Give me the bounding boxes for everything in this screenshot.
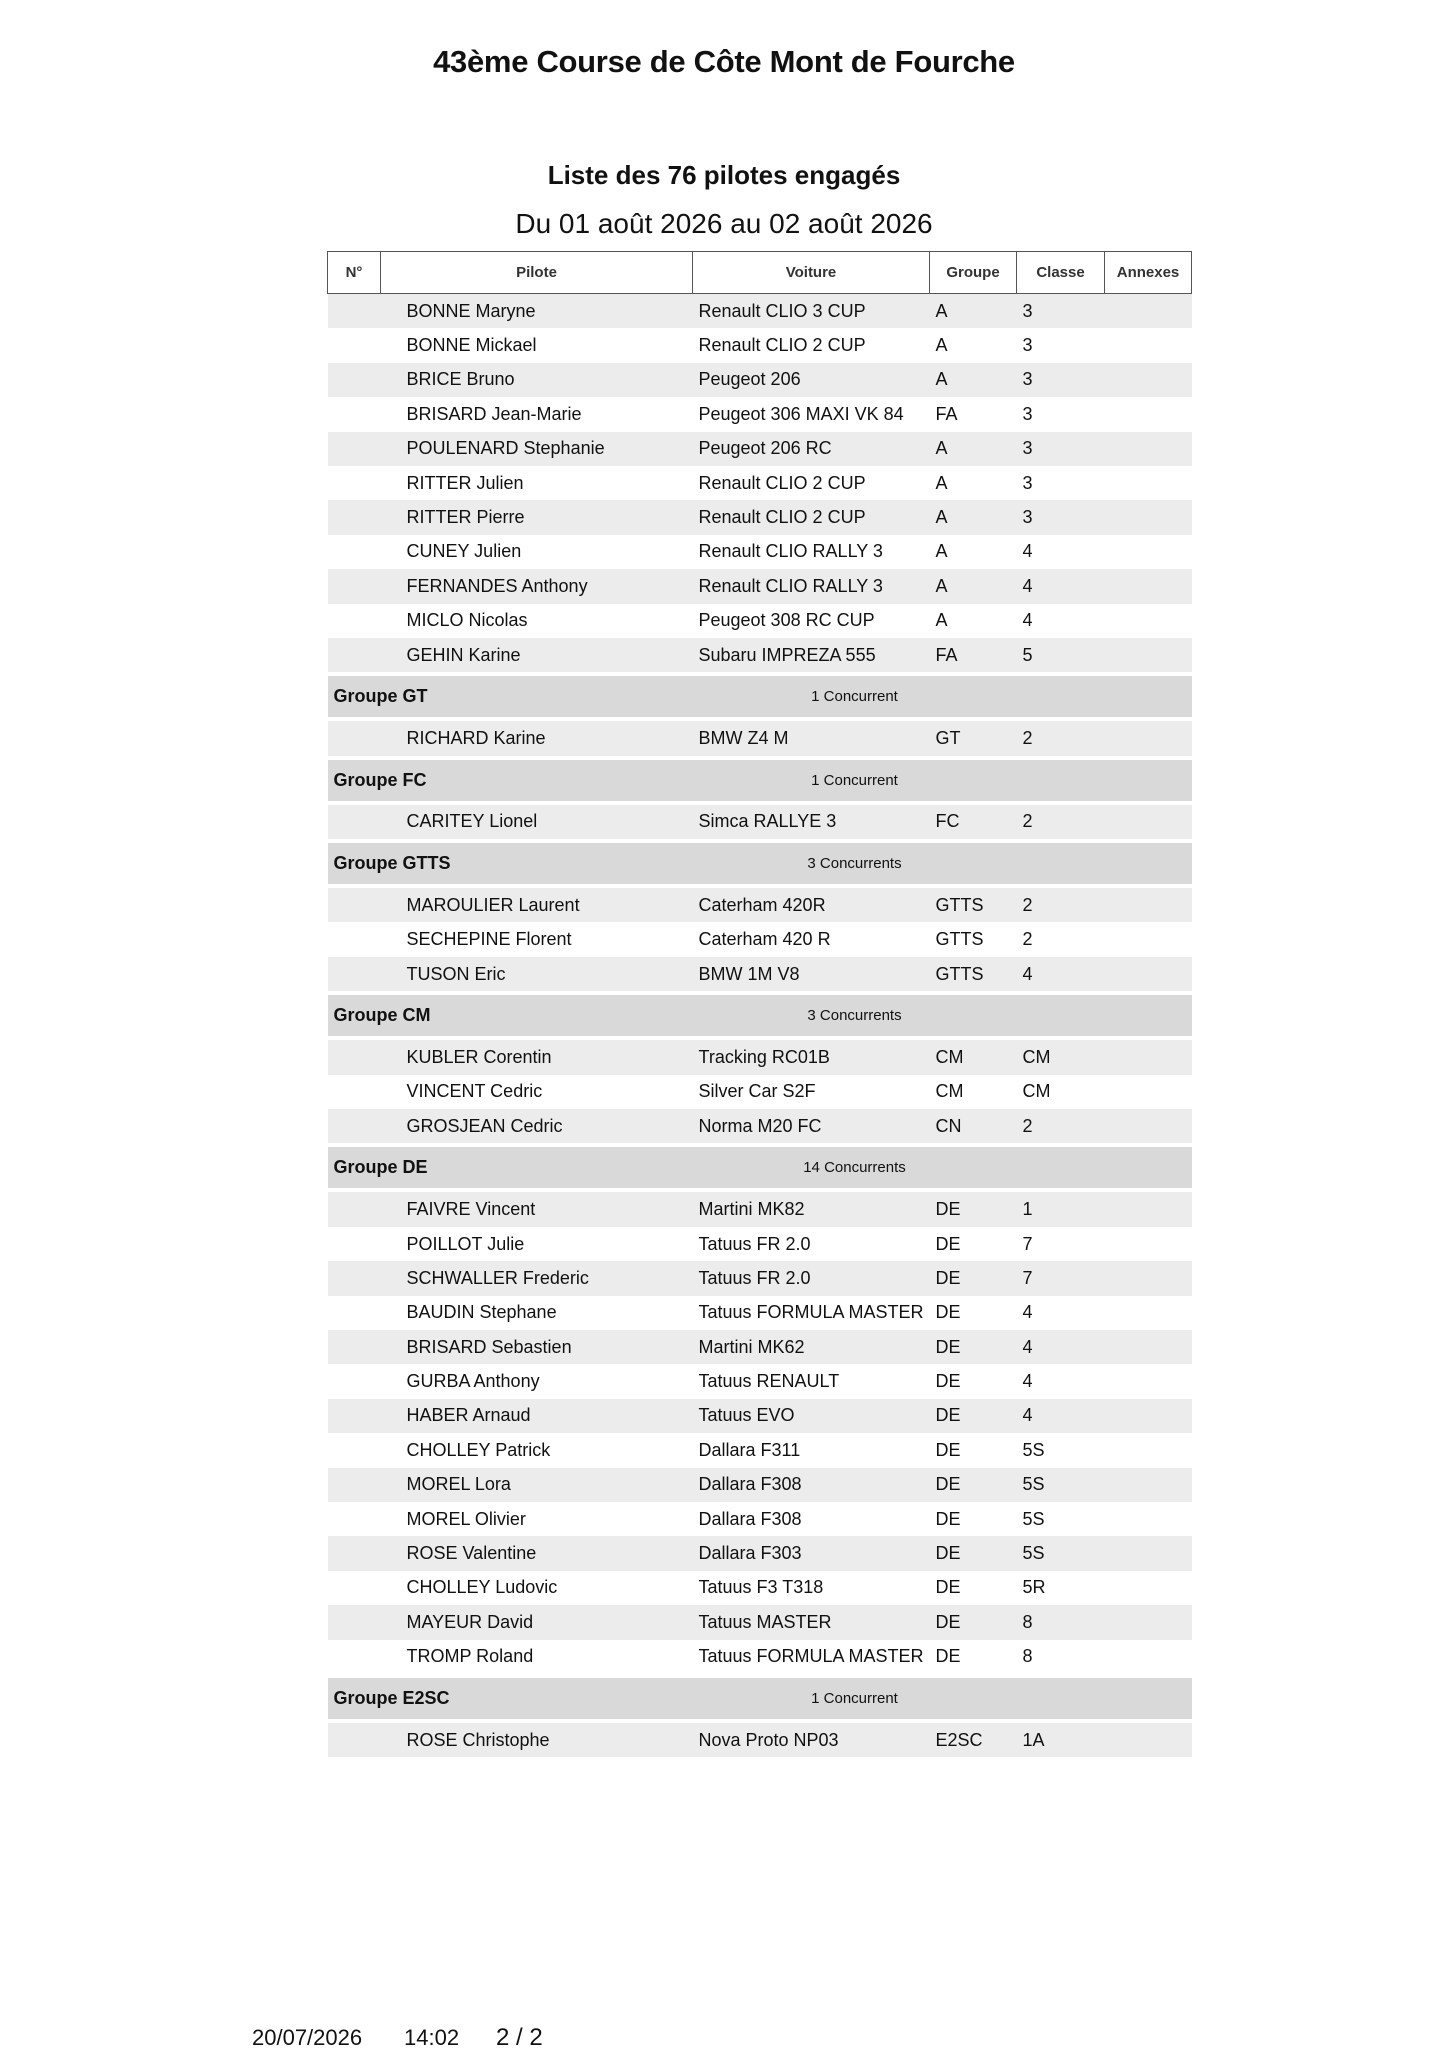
- cell-pilote: KUBLER Corentin: [381, 1040, 693, 1074]
- table-row: [328, 638, 1192, 672]
- cell-annexes: [1105, 1227, 1192, 1261]
- cell-pilote: GEHIN Karine: [381, 638, 693, 672]
- table-row: [328, 721, 1192, 755]
- cell-groupe: DE: [930, 1227, 1017, 1261]
- table-row: [328, 466, 1192, 500]
- cell-number: [328, 922, 381, 956]
- cell-voiture: Renault CLIO RALLY 3: [693, 569, 930, 603]
- cell-groupe: A: [930, 432, 1017, 466]
- cell-number: [328, 397, 381, 431]
- cell-annexes: [1105, 1109, 1192, 1143]
- cell-classe: 5S: [1017, 1536, 1105, 1570]
- table-row: [328, 569, 1192, 603]
- cell-classe: 4: [1017, 604, 1105, 638]
- cell-classe: 7: [1017, 1227, 1105, 1261]
- cell-groupe: FC: [930, 805, 1017, 839]
- cell-pilote: VINCENT Cedric: [381, 1075, 693, 1109]
- cell-voiture: Nova Proto NP03: [693, 1723, 930, 1757]
- table-row: [328, 432, 1192, 466]
- cell-annexes: [1105, 569, 1192, 603]
- column-header-annexes: Annexes: [1105, 252, 1192, 294]
- table-row: [328, 328, 1192, 362]
- cell-voiture: Martini MK82: [693, 1192, 930, 1226]
- cell-classe: 3: [1017, 466, 1105, 500]
- cell-pilote: BONNE Mickael: [381, 328, 693, 362]
- cell-annexes: [1105, 1468, 1192, 1502]
- table-row: [328, 922, 1192, 956]
- cell-pilote: MOREL Lora: [381, 1468, 693, 1502]
- cell-groupe: DE: [930, 1433, 1017, 1467]
- cell-groupe: A: [930, 535, 1017, 569]
- cell-pilote: SECHEPINE Florent: [381, 922, 693, 956]
- cell-voiture: Renault CLIO 2 CUP: [693, 500, 930, 534]
- cell-pilote: MOREL Olivier: [381, 1502, 693, 1536]
- cell-voiture: Martini MK62: [693, 1330, 930, 1364]
- cell-voiture: Renault CLIO 3 CUP: [693, 294, 930, 329]
- cell-number: [328, 1571, 381, 1605]
- cell-groupe: A: [930, 294, 1017, 329]
- cell-number: [328, 1399, 381, 1433]
- cell-classe: 1A: [1017, 1723, 1105, 1757]
- cell-groupe: DE: [930, 1502, 1017, 1536]
- group-count: 1 Concurrent: [693, 760, 1017, 801]
- group-count: 14 Concurrents: [693, 1147, 1017, 1188]
- cell-pilote: TROMP Roland: [381, 1640, 693, 1674]
- cell-groupe: A: [930, 500, 1017, 534]
- cell-groupe: CN: [930, 1109, 1017, 1143]
- cell-voiture: Tatuus FR 2.0: [693, 1261, 930, 1295]
- cell-classe: 3: [1017, 328, 1105, 362]
- cell-pilote: BRICE Bruno: [381, 363, 693, 397]
- cell-annexes: [1105, 604, 1192, 638]
- cell-groupe: DE: [930, 1364, 1017, 1398]
- cell-voiture: Tatuus EVO: [693, 1399, 930, 1433]
- cell-number: [328, 1536, 381, 1570]
- cell-voiture: Tatuus FORMULA MASTER: [693, 1640, 930, 1674]
- group-count: 1 Concurrent: [693, 676, 1017, 717]
- cell-voiture: Simca RALLYE 3: [693, 805, 930, 839]
- cell-pilote: MAYEUR David: [381, 1605, 693, 1639]
- cell-classe: 1: [1017, 1192, 1105, 1226]
- cell-number: [328, 805, 381, 839]
- cell-annexes: [1105, 922, 1192, 956]
- cell-groupe: DE: [930, 1536, 1017, 1570]
- cell-groupe: GT: [930, 721, 1017, 755]
- group-filler: [1017, 1147, 1192, 1188]
- cell-number: [328, 466, 381, 500]
- table-row: [328, 1040, 1192, 1074]
- cell-classe: 3: [1017, 432, 1105, 466]
- cell-groupe: GTTS: [930, 888, 1017, 922]
- cell-voiture: BMW 1M V8: [693, 957, 930, 991]
- cell-annexes: [1105, 1605, 1192, 1639]
- cell-classe: 4: [1017, 1330, 1105, 1364]
- cell-number: [328, 888, 381, 922]
- cell-annexes: [1105, 294, 1192, 329]
- cell-groupe: A: [930, 569, 1017, 603]
- date-range: Du 01 août 2026 au 02 août 2026: [515, 208, 933, 239]
- group-header-row: [328, 760, 1192, 801]
- cell-pilote: MAROULIER Laurent: [381, 888, 693, 922]
- cell-classe: 4: [1017, 1364, 1105, 1398]
- cell-classe: 4: [1017, 957, 1105, 991]
- cell-number: [328, 1075, 381, 1109]
- group-filler: [1017, 676, 1192, 717]
- cell-annexes: [1105, 328, 1192, 362]
- table-row: [328, 1192, 1192, 1226]
- cell-annexes: [1105, 1040, 1192, 1074]
- cell-groupe: CM: [930, 1075, 1017, 1109]
- cell-number: [328, 500, 381, 534]
- table-row: [328, 1640, 1192, 1674]
- cell-voiture: Dallara F308: [693, 1502, 930, 1536]
- cell-annexes: [1105, 1723, 1192, 1757]
- group-filler: [1017, 1678, 1192, 1719]
- cell-groupe: DE: [930, 1571, 1017, 1605]
- cell-groupe: E2SC: [930, 1723, 1017, 1757]
- table-row: [328, 1109, 1192, 1143]
- cell-annexes: [1105, 363, 1192, 397]
- table-row: [328, 805, 1192, 839]
- cell-classe: 5R: [1017, 1571, 1105, 1605]
- cell-pilote: RITTER Pierre: [381, 500, 693, 534]
- document-title: 43ème Course de Côte Mont de Fourche: [433, 44, 1015, 79]
- cell-annexes: [1105, 466, 1192, 500]
- cell-number: [328, 1502, 381, 1536]
- table-row: [328, 1261, 1192, 1295]
- group-header-row: [328, 1147, 1192, 1188]
- cell-annexes: [1105, 721, 1192, 755]
- cell-classe: 3: [1017, 363, 1105, 397]
- group-name: Groupe DE: [328, 1147, 693, 1188]
- cell-classe: 3: [1017, 500, 1105, 534]
- cell-groupe: DE: [930, 1605, 1017, 1639]
- cell-number: [328, 294, 381, 329]
- column-header-pilote: Pilote: [381, 252, 693, 294]
- cell-pilote: CARITEY Lionel: [381, 805, 693, 839]
- cell-groupe: DE: [930, 1296, 1017, 1330]
- cell-number: [328, 604, 381, 638]
- cell-number: [328, 1640, 381, 1674]
- cell-number: [328, 535, 381, 569]
- cell-classe: 7: [1017, 1261, 1105, 1295]
- table-row: [328, 1723, 1192, 1757]
- cell-groupe: FA: [930, 638, 1017, 672]
- cell-annexes: [1105, 1399, 1192, 1433]
- print-date: 20/07/2026: [252, 2025, 363, 2050]
- cell-groupe: DE: [930, 1330, 1017, 1364]
- cell-pilote: TUSON Eric: [381, 957, 693, 991]
- page-number: 2 / 2: [496, 2024, 543, 2051]
- cell-number: [328, 1296, 381, 1330]
- group-count: 3 Concurrents: [693, 995, 1017, 1036]
- list-subtitle: Liste des 76 pilotes engagés: [547, 160, 901, 190]
- cell-pilote: BAUDIN Stephane: [381, 1296, 693, 1330]
- entry-list-table-wrapper: [327, 251, 1191, 1757]
- cell-voiture: Dallara F311: [693, 1433, 930, 1467]
- group-header-row: [328, 843, 1192, 884]
- group-name: Groupe GTTS: [328, 843, 693, 884]
- cell-number: [328, 1192, 381, 1226]
- cell-groupe: A: [930, 466, 1017, 500]
- cell-annexes: [1105, 1261, 1192, 1295]
- cell-pilote: FAIVRE Vincent: [381, 1192, 693, 1226]
- cell-voiture: Peugeot 206: [693, 363, 930, 397]
- cell-classe: 4: [1017, 569, 1105, 603]
- cell-number: [328, 1227, 381, 1261]
- table-row: [328, 1296, 1192, 1330]
- column-header-number: N°: [328, 252, 381, 294]
- cell-classe: 2: [1017, 805, 1105, 839]
- cell-pilote: BONNE Maryne: [381, 294, 693, 329]
- print-time: 14:02: [404, 2025, 460, 2050]
- table-row: [328, 957, 1192, 991]
- cell-groupe: A: [930, 363, 1017, 397]
- cell-number: [328, 432, 381, 466]
- cell-number: [328, 328, 381, 362]
- group-filler: [1017, 843, 1192, 884]
- cell-number: [328, 1468, 381, 1502]
- cell-classe: 8: [1017, 1605, 1105, 1639]
- group-header-row: [328, 676, 1192, 717]
- cell-number: [328, 1261, 381, 1295]
- cell-groupe: DE: [930, 1399, 1017, 1433]
- cell-classe: 8: [1017, 1640, 1105, 1674]
- cell-groupe: A: [930, 328, 1017, 362]
- cell-voiture: Renault CLIO 2 CUP: [693, 466, 930, 500]
- cell-classe: 4: [1017, 1399, 1105, 1433]
- cell-annexes: [1105, 1192, 1192, 1226]
- cell-number: [328, 638, 381, 672]
- cell-number: [328, 1433, 381, 1467]
- column-header-groupe: Groupe: [930, 252, 1017, 294]
- cell-annexes: [1105, 1640, 1192, 1674]
- cell-voiture: Renault CLIO 2 CUP: [693, 328, 930, 362]
- cell-annexes: [1105, 500, 1192, 534]
- cell-pilote: RITTER Julien: [381, 466, 693, 500]
- cell-number: [328, 1330, 381, 1364]
- cell-classe: 2: [1017, 888, 1105, 922]
- cell-voiture: Tatuus FR 2.0: [693, 1227, 930, 1261]
- cell-pilote: GROSJEAN Cedric: [381, 1109, 693, 1143]
- cell-classe: 3: [1017, 294, 1105, 329]
- cell-voiture: Renault CLIO RALLY 3: [693, 535, 930, 569]
- table-row: [328, 1571, 1192, 1605]
- cell-voiture: Caterham 420 R: [693, 922, 930, 956]
- cell-pilote: ROSE Valentine: [381, 1536, 693, 1570]
- table-row: [328, 1433, 1192, 1467]
- cell-groupe: DE: [930, 1192, 1017, 1226]
- cell-classe: 3: [1017, 397, 1105, 431]
- column-header-voiture: Voiture: [693, 252, 930, 294]
- cell-pilote: SCHWALLER Frederic: [381, 1261, 693, 1295]
- cell-classe: 4: [1017, 535, 1105, 569]
- table-row: [328, 500, 1192, 534]
- group-name: Groupe CM: [328, 995, 693, 1036]
- cell-pilote: GURBA Anthony: [381, 1364, 693, 1398]
- cell-number: [328, 363, 381, 397]
- cell-classe: 2: [1017, 922, 1105, 956]
- cell-annexes: [1105, 1296, 1192, 1330]
- cell-number: [328, 1109, 381, 1143]
- cell-classe: 4: [1017, 1296, 1105, 1330]
- table-body: [328, 294, 1192, 1758]
- table-row: [328, 888, 1192, 922]
- cell-annexes: [1105, 1571, 1192, 1605]
- table-row: [328, 1075, 1192, 1109]
- cell-groupe: DE: [930, 1468, 1017, 1502]
- cell-number: [328, 1364, 381, 1398]
- cell-annexes: [1105, 1330, 1192, 1364]
- cell-annexes: [1105, 957, 1192, 991]
- cell-pilote: CUNEY Julien: [381, 535, 693, 569]
- cell-pilote: FERNANDES Anthony: [381, 569, 693, 603]
- table-header-row: [328, 252, 1192, 294]
- cell-annexes: [1105, 1364, 1192, 1398]
- cell-pilote: ROSE Christophe: [381, 1723, 693, 1757]
- cell-annexes: [1105, 1536, 1192, 1570]
- cell-number: [328, 1723, 381, 1757]
- cell-voiture: Tracking RC01B: [693, 1040, 930, 1074]
- cell-annexes: [1105, 805, 1192, 839]
- cell-voiture: Caterham 420R: [693, 888, 930, 922]
- cell-pilote: RICHARD Karine: [381, 721, 693, 755]
- table-row: [328, 535, 1192, 569]
- cell-pilote: BRISARD Jean-Marie: [381, 397, 693, 431]
- cell-voiture: Norma M20 FC: [693, 1109, 930, 1143]
- cell-voiture: Dallara F308: [693, 1468, 930, 1502]
- cell-voiture: Tatuus MASTER: [693, 1605, 930, 1639]
- cell-classe: 2: [1017, 721, 1105, 755]
- cell-pilote: POULENARD Stephanie: [381, 432, 693, 466]
- cell-classe: 5S: [1017, 1502, 1105, 1536]
- cell-voiture: BMW Z4 M: [693, 721, 930, 755]
- group-header-row: [328, 995, 1192, 1036]
- cell-groupe: DE: [930, 1261, 1017, 1295]
- cell-voiture: Peugeot 308 RC CUP: [693, 604, 930, 638]
- cell-pilote: HABER Arnaud: [381, 1399, 693, 1433]
- group-filler: [1017, 995, 1192, 1036]
- table-row: [328, 1364, 1192, 1398]
- cell-number: [328, 957, 381, 991]
- cell-annexes: [1105, 1433, 1192, 1467]
- table-row: [328, 1468, 1192, 1502]
- table-row: [328, 1502, 1192, 1536]
- cell-voiture: Tatuus RENAULT: [693, 1364, 930, 1398]
- table-row: [328, 397, 1192, 431]
- table-row: [328, 363, 1192, 397]
- cell-annexes: [1105, 638, 1192, 672]
- table-row: [328, 604, 1192, 638]
- cell-classe: CM: [1017, 1075, 1105, 1109]
- group-name: Groupe GT: [328, 676, 693, 717]
- group-count: 1 Concurrent: [693, 1678, 1017, 1719]
- cell-voiture: Silver Car S2F: [693, 1075, 930, 1109]
- cell-groupe: GTTS: [930, 922, 1017, 956]
- cell-number: [328, 1040, 381, 1074]
- cell-groupe: FA: [930, 397, 1017, 431]
- cell-annexes: [1105, 1075, 1192, 1109]
- cell-pilote: MICLO Nicolas: [381, 604, 693, 638]
- group-header-row: [328, 1678, 1192, 1719]
- cell-number: [328, 569, 381, 603]
- table-row: [328, 1227, 1192, 1261]
- cell-groupe: A: [930, 604, 1017, 638]
- cell-annexes: [1105, 397, 1192, 431]
- cell-pilote: BRISARD Sebastien: [381, 1330, 693, 1364]
- group-filler: [1017, 760, 1192, 801]
- group-count: 3 Concurrents: [693, 843, 1017, 884]
- table-row: [328, 1605, 1192, 1639]
- cell-voiture: Subaru IMPREZA 555: [693, 638, 930, 672]
- group-name: Groupe FC: [328, 760, 693, 801]
- cell-annexes: [1105, 888, 1192, 922]
- cell-annexes: [1105, 1502, 1192, 1536]
- cell-annexes: [1105, 432, 1192, 466]
- cell-voiture: Tatuus FORMULA MASTER: [693, 1296, 930, 1330]
- cell-groupe: CM: [930, 1040, 1017, 1074]
- cell-classe: 2: [1017, 1109, 1105, 1143]
- cell-voiture: Tatuus F3 T318: [693, 1571, 930, 1605]
- table-row: [328, 294, 1192, 329]
- cell-number: [328, 1605, 381, 1639]
- entry-list-table: [327, 251, 1192, 1757]
- cell-annexes: [1105, 535, 1192, 569]
- table-row: [328, 1536, 1192, 1570]
- cell-groupe: DE: [930, 1640, 1017, 1674]
- group-name: Groupe E2SC: [328, 1678, 693, 1719]
- cell-classe: 5: [1017, 638, 1105, 672]
- column-header-classe: Classe: [1017, 252, 1105, 294]
- cell-classe: 5S: [1017, 1468, 1105, 1502]
- cell-pilote: CHOLLEY Patrick: [381, 1433, 693, 1467]
- cell-voiture: Peugeot 206 RC: [693, 432, 930, 466]
- cell-pilote: POILLOT Julie: [381, 1227, 693, 1261]
- table-row: [328, 1330, 1192, 1364]
- cell-groupe: GTTS: [930, 957, 1017, 991]
- cell-pilote: CHOLLEY Ludovic: [381, 1571, 693, 1605]
- cell-number: [328, 721, 381, 755]
- cell-classe: CM: [1017, 1040, 1105, 1074]
- table-row: [328, 1399, 1192, 1433]
- cell-voiture: Dallara F303: [693, 1536, 930, 1570]
- cell-classe: 5S: [1017, 1433, 1105, 1467]
- cell-voiture: Peugeot 306 MAXI VK 84: [693, 397, 930, 431]
